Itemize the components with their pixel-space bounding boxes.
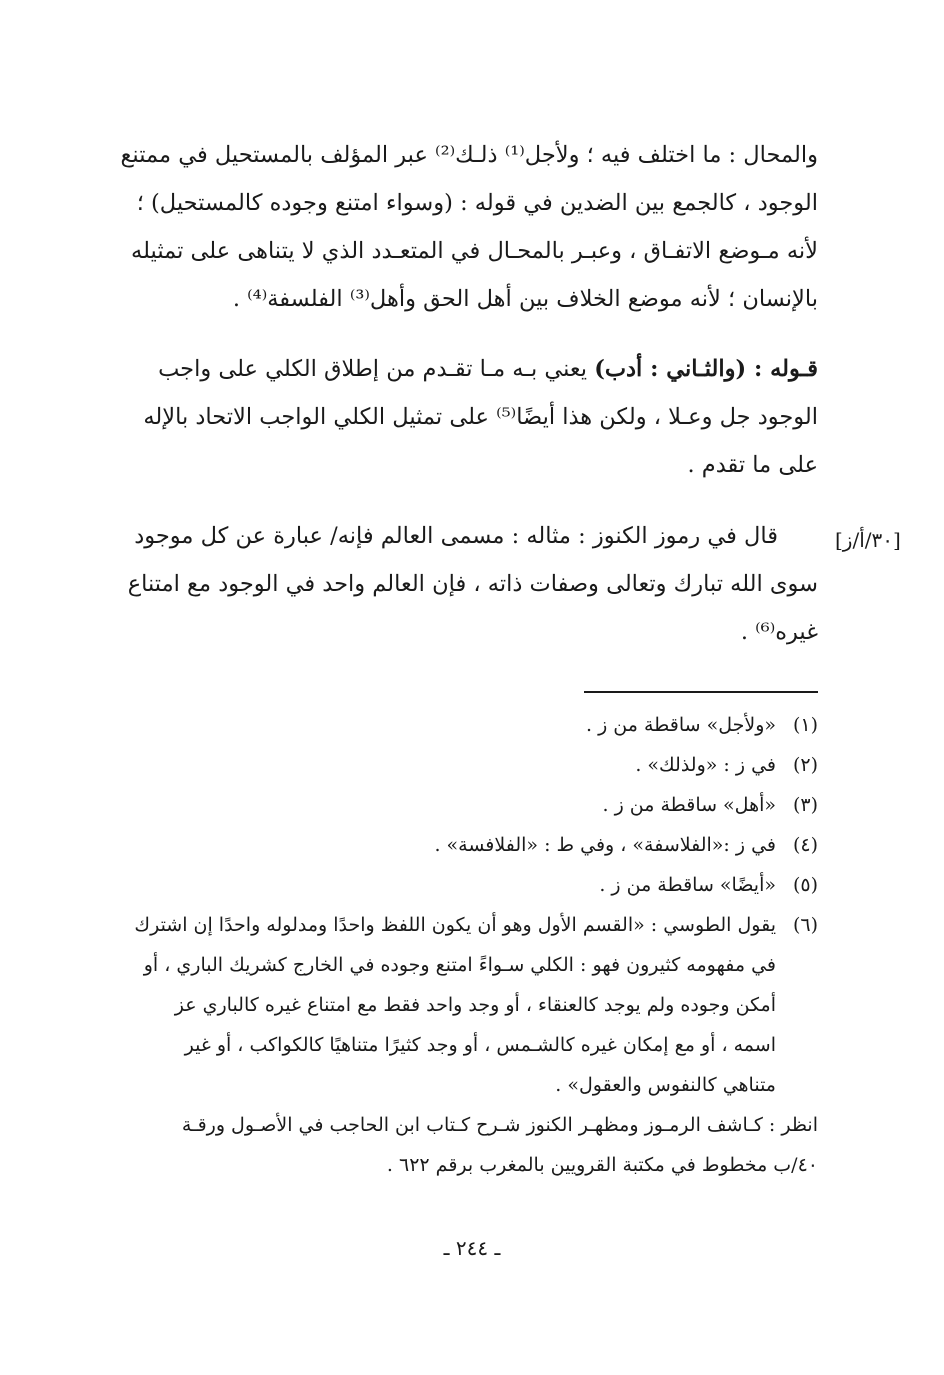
footnote-item [110, 865, 818, 905]
footnote-item [110, 785, 818, 825]
footnote-item [110, 825, 818, 865]
footnote-number: (٦) [792, 914, 818, 936]
paragraph-3 [110, 512, 818, 656]
text-line: الوجود جل وعـلا ، ولكن هذا أيضًا⁽⁵⁾ على تمثيل الكلي الواجب الاتحاد بالإله [143, 404, 818, 430]
text-line: على ما تقدم . [687, 452, 818, 478]
footnote-reference: ٤٠/ب مخطوط في مكتبة القرويين بالمغرب برقم ٦٢٢ . [386, 1154, 818, 1176]
footnote-separator [584, 691, 818, 693]
footnote-item [110, 905, 818, 945]
paragraph-1 [110, 131, 818, 323]
footnotes [110, 705, 818, 1185]
footnote-continuation: في مفهومه كثيرون فهو : الكلي سـواءً امتنع وجوده في الخارج كشريك الباري ، أو [143, 954, 776, 976]
page-number: ـ ٢٤٤ ـ [443, 1236, 501, 1260]
footnote-text: «ولأجل» ساقطة من ز . [586, 714, 776, 736]
footnote-text: «أيضًا» ساقطة من ز . [599, 874, 776, 896]
text-line [110, 345, 818, 393]
text-line: والمحال : ما اختلف فيه ؛ ولأجل⁽¹⁾ ذلـك⁽²⁾ عبر المؤلف بالمستحيل في ممتنع [120, 142, 818, 168]
text-line: سوى الله تبارك وتعالى وصفات ذاته ، فإن العالم واحد في الوجود مع امتناع [127, 571, 818, 597]
footnote-continuation: أمكن وجوده ولم يوجد كالعنقاء ، أو وجد واحد فقط مع امتناع غيره كالباري عز [174, 994, 776, 1016]
footnote-number: (٤) [792, 834, 818, 856]
footnote-text: يقول الطوسي : «القسم الأول وهو أن يكون اللفظ واحدًا ومدلوله واحدًا إن اشترك [134, 914, 776, 936]
footnote-reference: انظر : كـاشف الرمـوز ومظهـر الكنوز شـرح كـتاب ابن الحاجب في الأصـول ورقـة [181, 1114, 818, 1136]
paragraph-2 [110, 345, 818, 489]
footnote-continuation: متناهي كالنفوس والعقول» . [555, 1074, 776, 1096]
footnote-continuation: اسمه ، أو مع إمكان غيره كالشـمس ، أو وجد كثيرًا متناهيًا كالكواكب ، أو غير [184, 1034, 776, 1056]
footnote-text: في ز :«الفلاسفة» ، وفي ط : «الفلافسة» . [434, 834, 776, 856]
footnote-number: (٥) [792, 874, 818, 896]
text-line: غيره⁽⁶⁾ . [740, 619, 818, 645]
margin-folio-note: [٣٠/أ/ز] [835, 528, 901, 552]
footnote-text: «أهل» ساقطة من ز . [602, 794, 776, 816]
footnote-text: في ز : «ولذلك» . [635, 754, 776, 776]
footnote-item [110, 705, 818, 745]
footnote-number: (٣) [792, 794, 818, 816]
paragraph-label: قـوله : (والثـاني : أدب) [594, 356, 818, 382]
text-line: بالإنسان ؛ لأنه موضع الخلاف بين أهل الحق وأهل⁽³⁾ الفلسفة⁽⁴⁾ . [232, 286, 818, 312]
text-line: الوجود ، كالجمع بين الضدين في قوله : (وسواء امتنع وجوده كالمستحيل) ؛ [136, 190, 818, 216]
footnote-number: (١) [792, 714, 818, 736]
footnote-number: (٢) [792, 754, 818, 776]
text-span: يعني بـه مـا تقـدم من إطلاق الكلي على واجب [158, 356, 595, 382]
footnote-item [110, 745, 818, 785]
text-line: قال في رموز الكنوز : مثاله : مسمى العالم فإنه/ عبارة عن كل موجود [134, 523, 778, 549]
text-line: لأنه مـوضع الاتفـاق ، وعبـر بالمحـال في المتعـدد الذي لا يتناهى على تمثيله [131, 238, 818, 264]
